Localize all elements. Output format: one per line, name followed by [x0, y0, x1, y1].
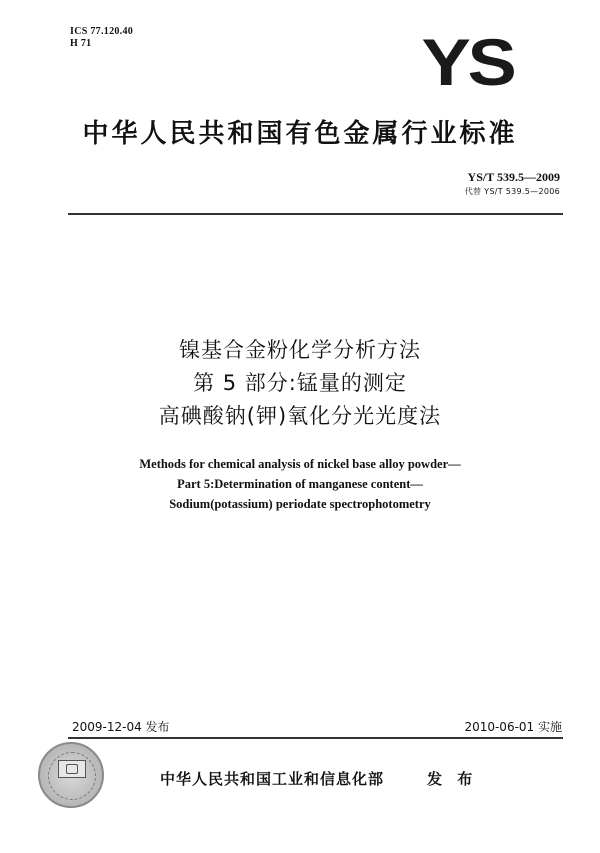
publish-label: 发 布 [427, 770, 478, 788]
ics-code: ICS 77.120.40 [70, 26, 134, 37]
effective-date: 2010-06-01 实施 [464, 720, 562, 734]
top-divider [68, 213, 563, 215]
standard-number: YS/T 539.5—2009 [467, 170, 560, 184]
ccs-code: H 71 [70, 38, 92, 49]
title-cn-line-1: 镍基合金粉化学分析方法 [179, 338, 421, 362]
publisher-name: 中华人民共和国工业和信息化部 [160, 770, 385, 788]
title-en-line-3: Sodium(potassium) periodate spectrophotometry [169, 497, 431, 511]
title-cn-line-2: 第 5 部分:锰量的测定 [193, 371, 407, 395]
classification-codes [70, 26, 133, 50]
issue-date: 2009-12-04 发布 [72, 720, 170, 734]
title-cn-line-3: 高碘酸钠(钾)氧化分光光度法 [158, 404, 442, 428]
title-en-line-2: Part 5:Determination of manganese content— [177, 477, 423, 491]
seal-emblem [58, 760, 86, 778]
title-en-line-1: Methods for chemical analysis of nickel base alloy powder— [139, 457, 461, 471]
bottom-divider [68, 737, 563, 739]
replaces-standard: 代替 YS/T 539.5—2006 [464, 187, 560, 196]
standard-category-title: 中华人民共和国有色金属行业标准 [82, 119, 518, 149]
ys-logo: YS [421, 25, 514, 99]
anti-counterfeit-seal-icon [38, 742, 104, 808]
